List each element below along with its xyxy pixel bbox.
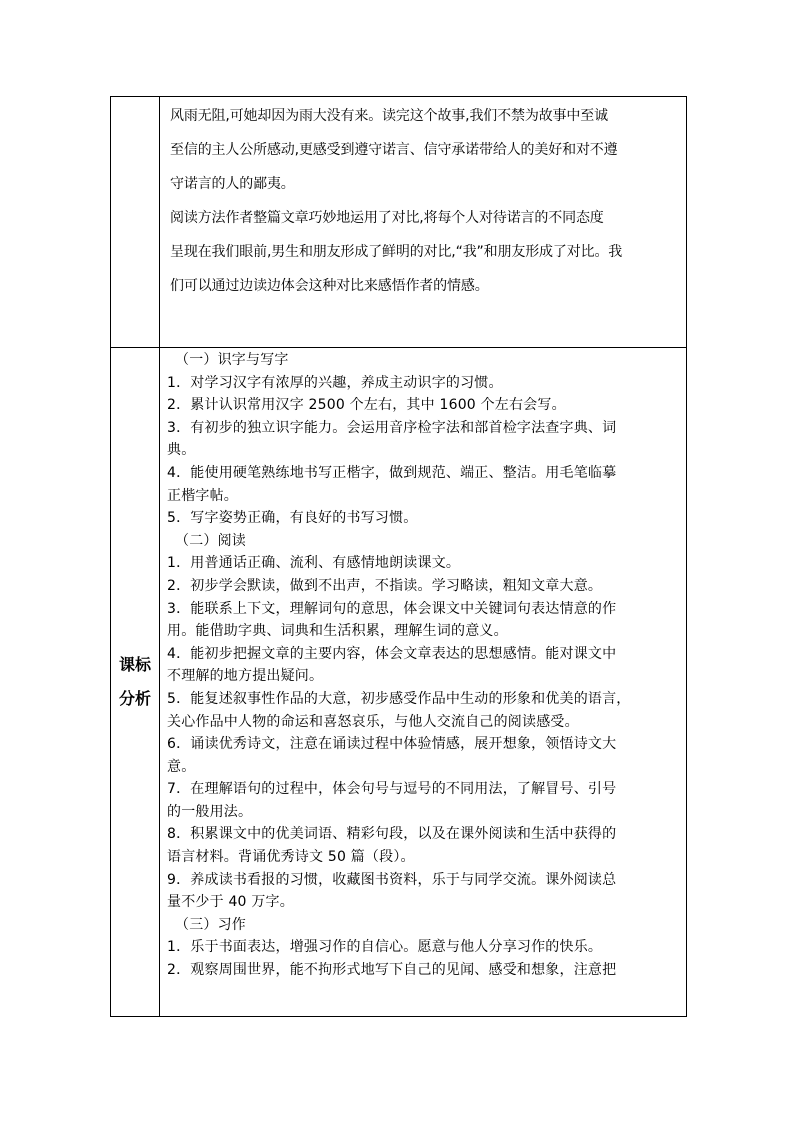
section-heading: （二）阅读 (175, 532, 246, 549)
list-item: 4．能使用硬笔熟练地书写正楷字，做到规范、端正、整洁。用毛笔临摹 (167, 464, 617, 481)
table-row-curriculum (111, 348, 687, 1017)
list-item: 用。能借助字典、词典和生活积累，理解生词的意义。 (167, 623, 508, 640)
list-item: 7．在理解语句的过程中，体会句号与逗号的不同用法，了解冒号、引号 (167, 781, 617, 798)
paragraph: 守诺言的人的鄙夷。 (170, 176, 295, 192)
paragraph: 阅读方法作者整篇文章巧妙地运用了对比,将每个人对待诺言的不同态度 (170, 210, 604, 226)
list-item: 正楷字帖。 (167, 487, 238, 504)
list-item: 典。 (167, 442, 196, 459)
lesson-plan-table (110, 96, 687, 1017)
list-item: 5．写字姿势正确，有良好的书写习惯。 (167, 510, 418, 527)
row2-label-cell (111, 348, 160, 1017)
list-item: 2．初步学会默读，做到不出声，不指读。学习略读，粗知文章大意。 (167, 577, 603, 594)
row2-content-cell (160, 348, 687, 1017)
list-item: 4．能初步把握文章的主要内容，体会文章表达的思想感情。能对课文中 (167, 645, 617, 662)
list-item: 1．用普通话正确、流利、有感情地朗读课文。 (167, 555, 461, 572)
row1-content-cell (160, 97, 687, 348)
list-item: 不理解的地方提出疑问。 (167, 668, 324, 685)
list-item: 2．累计认识常用汉字 2500 个左右，其中 1600 个左右会写。 (167, 397, 566, 414)
list-item: 1．对学习汉字有浓厚的兴趣，养成主动识字的习惯。 (167, 374, 503, 391)
list-item: 3．有初步的独立识字能力。会运用音序检字法和部首检字法查字典、词 (167, 419, 617, 436)
list-item: 3．能联系上下文，理解词句的意思，体会课文中关键词句表达情意的作 (167, 600, 617, 617)
list-item: 9．养成读书看报的习惯，收藏图书资料，乐于与同学交流。课外阅读总 (167, 871, 617, 888)
list-item: 8．积累课文中的优美词语、精彩句段，以及在课外阅读和生活中获得的 (167, 826, 617, 843)
list-item: 5．能复述叙事性作品的大意，初步感受作品中生动的形象和优美的语言， (167, 690, 631, 707)
list-item: 量不少于 40 万字。 (167, 894, 294, 911)
row-label-curriculum-analysis: 课标分析 (118, 655, 151, 708)
list-item: 1．乐于书面表达，增强习作的自信心。愿意与他人分享习作的快乐。 (167, 939, 603, 956)
list-item: 语言材料。背诵优秀诗文 50 篇（段）。 (167, 849, 415, 866)
table-row-reading (111, 97, 687, 348)
list-item: 6．诵读优秀诗文，注意在诵读过程中体验情感，展开想象，领悟诗文大 (167, 736, 617, 753)
curriculum-list (160, 348, 686, 982)
list-item: 关心作品中人物的命运和喜怒哀乐，与他人交流自己的阅读感受。 (167, 713, 579, 730)
row1-label-cell (111, 97, 160, 348)
paragraph: 们可以通过边读边体会这种对比来感悟作者的情感。 (170, 278, 489, 294)
list-item: 2．观察周围世界，能不拘形式地写下自己的见闻、感受和想象，注意把 (167, 962, 617, 979)
section-heading: （一）识字与写字 (175, 352, 289, 368)
section-heading: （三）习作 (175, 916, 246, 933)
list-item: 意。 (167, 758, 196, 775)
paragraph: 呈现在我们眼前,男生和朋友形成了鲜明的对比,“我”和朋友形成了对比。我 (170, 244, 623, 260)
list-item: 的一般用法。 (167, 803, 253, 820)
paragraph: 至信的主人公所感动,更感受到遵守诺言、信守承诺带给人的美好和对不遵 (170, 142, 618, 158)
paragraph: 风雨无阻,可她却因为雨大没有来。读完这个故事,我们不禁为故事中至诚 (170, 108, 608, 124)
